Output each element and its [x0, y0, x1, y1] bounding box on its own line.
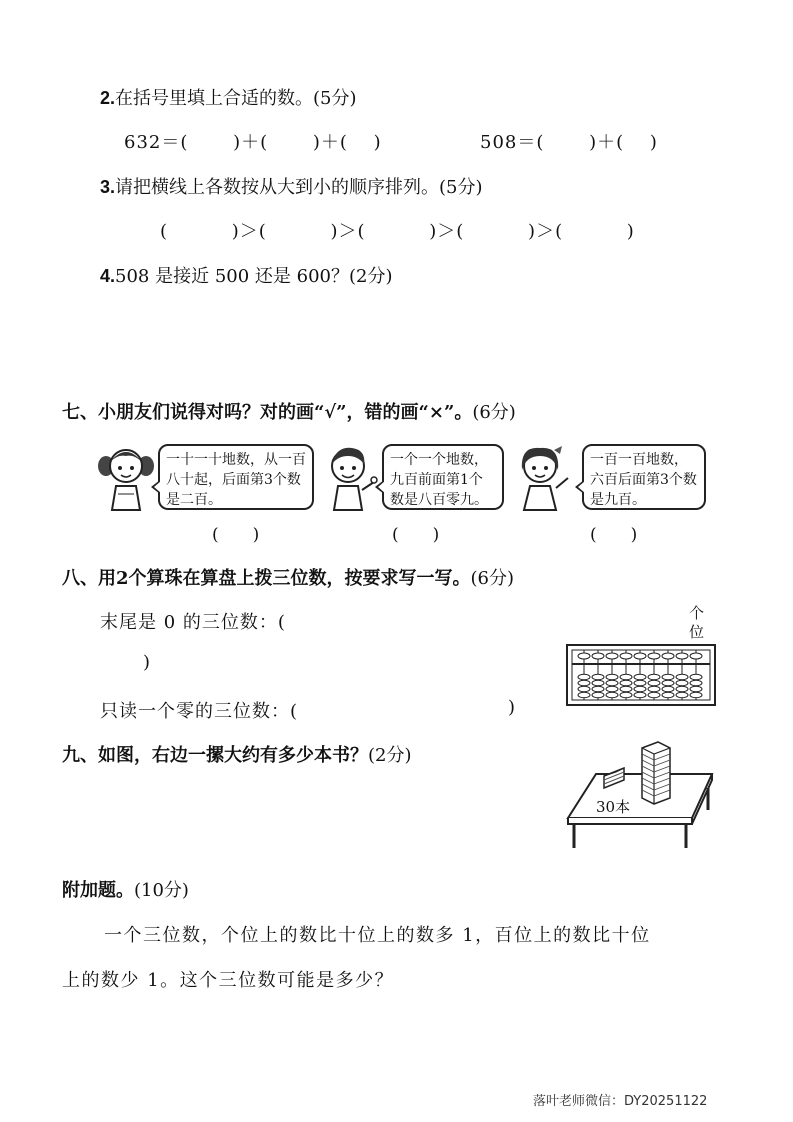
section8-title-text: 八、用2个算珠在算盘上拨三位数，按要求写一写。: [62, 568, 471, 589]
girl-icon: [512, 444, 572, 512]
speech-bubble-1: 一十一十地数，从一百八十起，后面第3个数是二百。: [158, 444, 314, 510]
ones-place-label-top: 个: [689, 604, 705, 622]
bonus-title-text: 附加题。: [62, 880, 134, 901]
abacus-icon: [566, 644, 716, 706]
q2-equation-1[interactable]: 632＝( )＋( )＋( ): [124, 132, 382, 153]
section9-title-text: 九、如图，右边一摞大约有多少本书？: [62, 745, 368, 766]
q4-number: 4.: [100, 266, 116, 286]
q3-answer-line[interactable]: ( )＞( )＞( )＞( )＞( ): [160, 221, 635, 242]
answer-blank-2[interactable]: ( ): [392, 525, 440, 545]
q2-prompt: [100, 84, 357, 110]
q3-prompt: [100, 173, 483, 199]
section7-title: [62, 398, 516, 424]
section9-title: [62, 741, 412, 767]
section8-title: [62, 564, 514, 590]
table-with-books-icon: [566, 740, 716, 850]
footer-contact: 落叶老师微信：DY20251122: [533, 1094, 708, 1109]
q3-number: 3.: [100, 177, 116, 197]
speech-bubble-2: 一个一个地数，九百前面第1个数是八百零九。: [382, 444, 504, 510]
section7-score: (6分): [472, 402, 516, 423]
section9-score: (2分): [368, 745, 412, 766]
answer-blank-3[interactable]: ( ): [590, 525, 638, 545]
bonus-title: [62, 876, 189, 902]
ending-zero-close-paren[interactable]: ): [143, 652, 152, 673]
book-count-label: 30本: [596, 798, 631, 816]
q2-text: 在括号里填上合适的数。(5分): [115, 88, 357, 109]
q4-text: 508 是接近 500 还是 600？(2分): [115, 266, 393, 287]
q2-equation-2[interactable]: 508＝( )＋( ): [480, 132, 658, 153]
speech-bubble-3: 一百一百地数，六百后面第3个数是九百。: [582, 444, 706, 510]
boy-icon: [322, 444, 378, 512]
q2-number: 2.: [100, 88, 116, 108]
one-zero-close-paren[interactable]: ): [508, 697, 517, 718]
ones-place-label: [689, 604, 704, 642]
bonus-question-line-2: 上的数少 1。这个三位数可能是多少？: [62, 970, 395, 991]
one-zero-label: 只读一个零的三位数：(: [100, 701, 299, 722]
girl-pigtails-icon: [98, 444, 154, 512]
q3-text: 请把横线上各数按从大到小的顺序排列。(5分): [115, 177, 483, 198]
section7-title-text: 七、小朋友们说得对吗？对的画“√”，错的画“×”。: [62, 402, 473, 423]
bonus-score: (10分): [134, 880, 189, 901]
ones-place-label-bottom: 位: [689, 623, 705, 641]
answer-blank-1[interactable]: ( ): [212, 525, 260, 545]
bonus-question-line-1: 一个三位数，个位上的数比十位上的数多 1，百位上的数比十位: [104, 925, 651, 946]
q4-prompt: [100, 262, 392, 288]
section8-score: (6分): [470, 568, 515, 589]
ending-zero-label: 末尾是 0 的三位数：(: [100, 612, 286, 633]
